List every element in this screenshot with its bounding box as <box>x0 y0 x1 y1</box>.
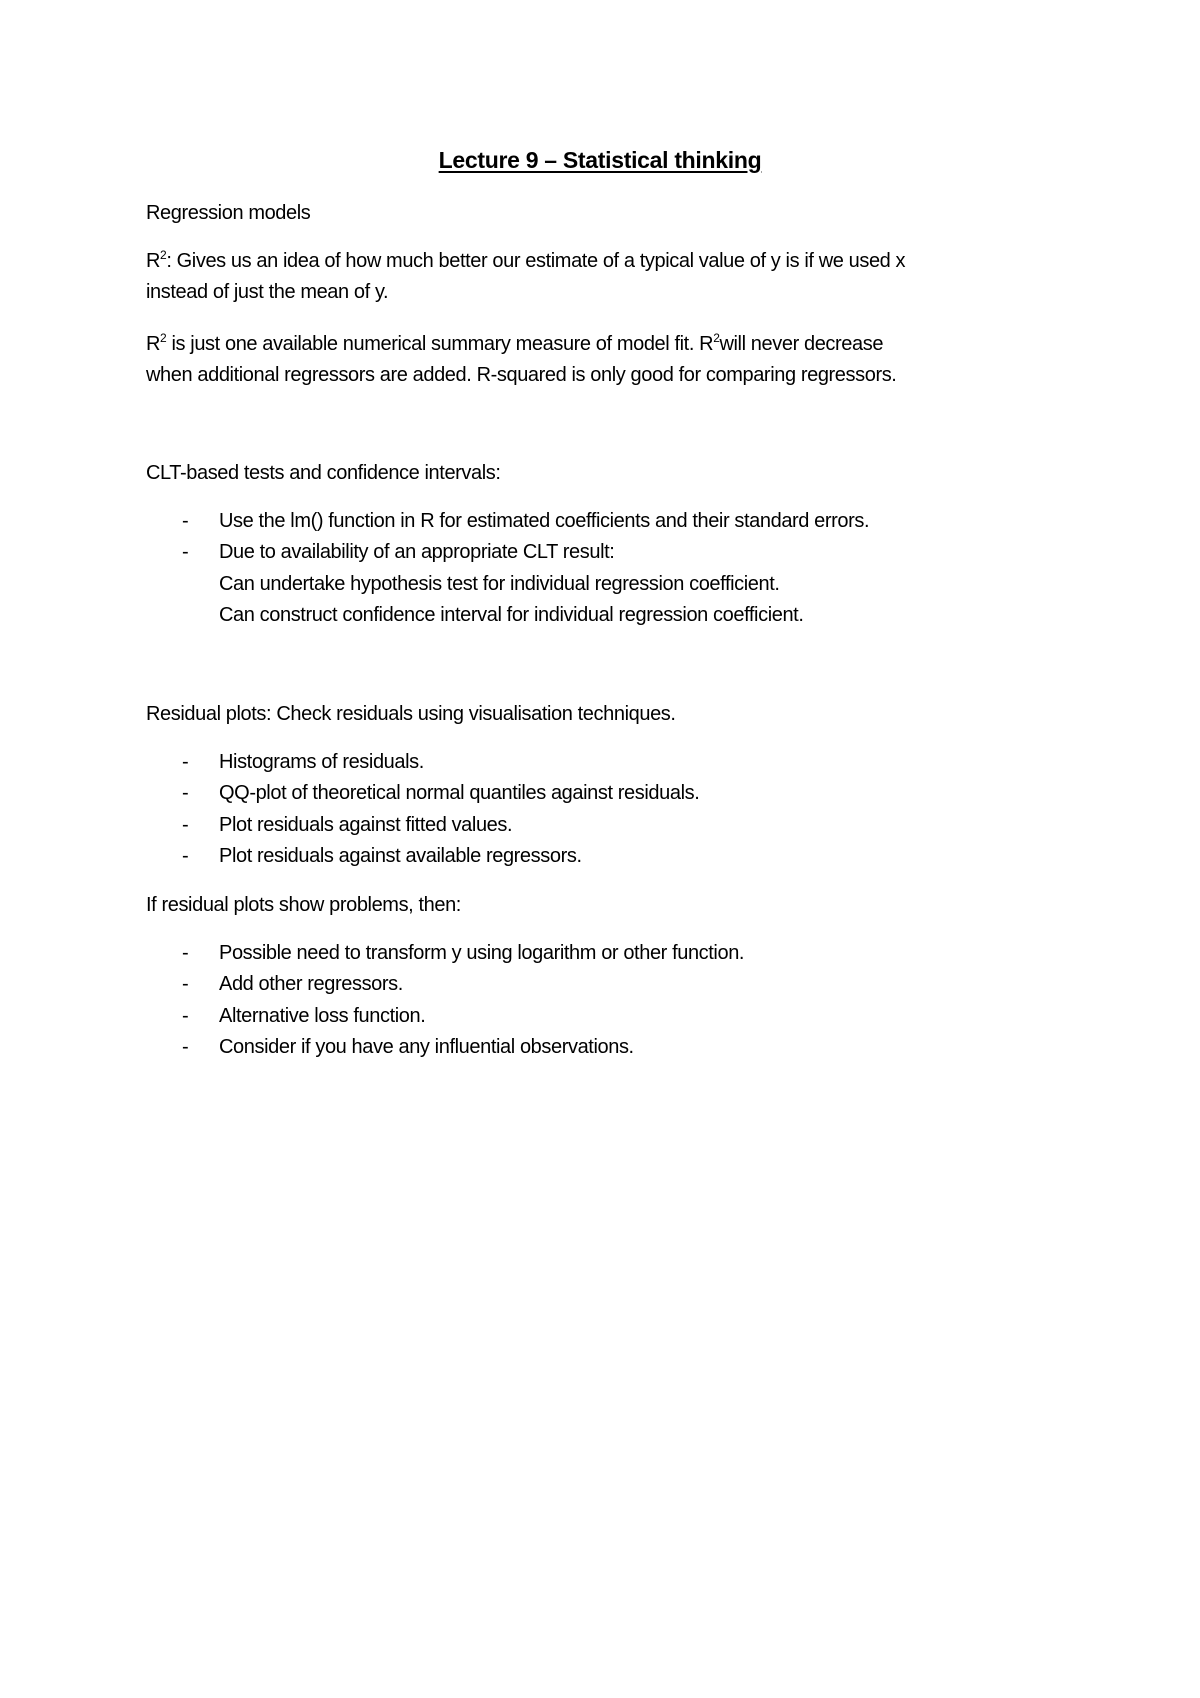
list-item: Consider if you have any influential observations. <box>219 1036 634 1058</box>
r2-definition-text: : Gives us an idea of how much better our estimate of a typical value of y is if we used x <box>166 250 906 272</box>
list-item: Alternative loss function. <box>219 1005 426 1027</box>
r2-summary-text: is just one available numerical summary measure of model fit. R <box>166 333 714 355</box>
r2-definition-line-2: instead of just the mean of y. <box>146 281 389 303</box>
bullet-marker: - <box>182 1005 189 1027</box>
section-heading-residual-plots: Residual plots: Check residuals using visualisation techniques. <box>146 703 676 725</box>
section-heading-clt: CLT-based tests and confidence intervals: <box>146 462 501 484</box>
list-item: Possible need to transform y using logarithm or other function. <box>219 942 745 964</box>
r2-summary-line-1 <box>146 333 883 356</box>
bullet-marker: - <box>182 814 189 836</box>
list-item: Due to availability of an appropriate CLT result: <box>219 541 615 563</box>
bullet-marker: - <box>182 541 189 563</box>
r2-summary-text-end: will never decrease <box>719 333 884 355</box>
bullet-marker: - <box>182 845 189 867</box>
list-item: Histograms of residuals. <box>219 751 424 773</box>
superscript-2: 2 <box>160 248 167 262</box>
list-item: QQ-plot of theoretical normal quantiles against residuals. <box>219 782 700 804</box>
list-item: Add other regressors. <box>219 973 403 995</box>
bullet-marker: - <box>182 1036 189 1058</box>
section-heading-regression-models: Regression models <box>146 202 311 224</box>
bullet-marker: - <box>182 751 189 773</box>
bullet-marker: - <box>182 973 189 995</box>
r-symbol: R <box>146 333 161 355</box>
list-item: Plot residuals against available regressors. <box>219 845 582 867</box>
bullet-marker: - <box>182 782 189 804</box>
list-item-subline: Can undertake hypothesis test for individual regression coefficient. <box>219 573 780 595</box>
superscript-2: 2 <box>713 331 720 345</box>
page-title: Lecture 9 – Statistical thinking <box>438 147 762 173</box>
r2-definition-line-1 <box>146 250 905 273</box>
r2-summary-line-2: when additional regressors are added. R-squared is only good for comparing regressors. <box>146 364 897 386</box>
bullet-marker: - <box>182 510 189 532</box>
list-item: Use the lm() function in R for estimated coefficients and their standard errors. <box>219 510 870 532</box>
bullet-marker: - <box>182 942 189 964</box>
r-symbol: R <box>146 250 161 272</box>
section-heading-problems: If residual plots show problems, then: <box>146 894 461 916</box>
list-item-subline: Can construct confidence interval for individual regression coefficient. <box>219 604 804 626</box>
list-item: Plot residuals against fitted values. <box>219 814 513 836</box>
superscript-2: 2 <box>160 331 167 345</box>
